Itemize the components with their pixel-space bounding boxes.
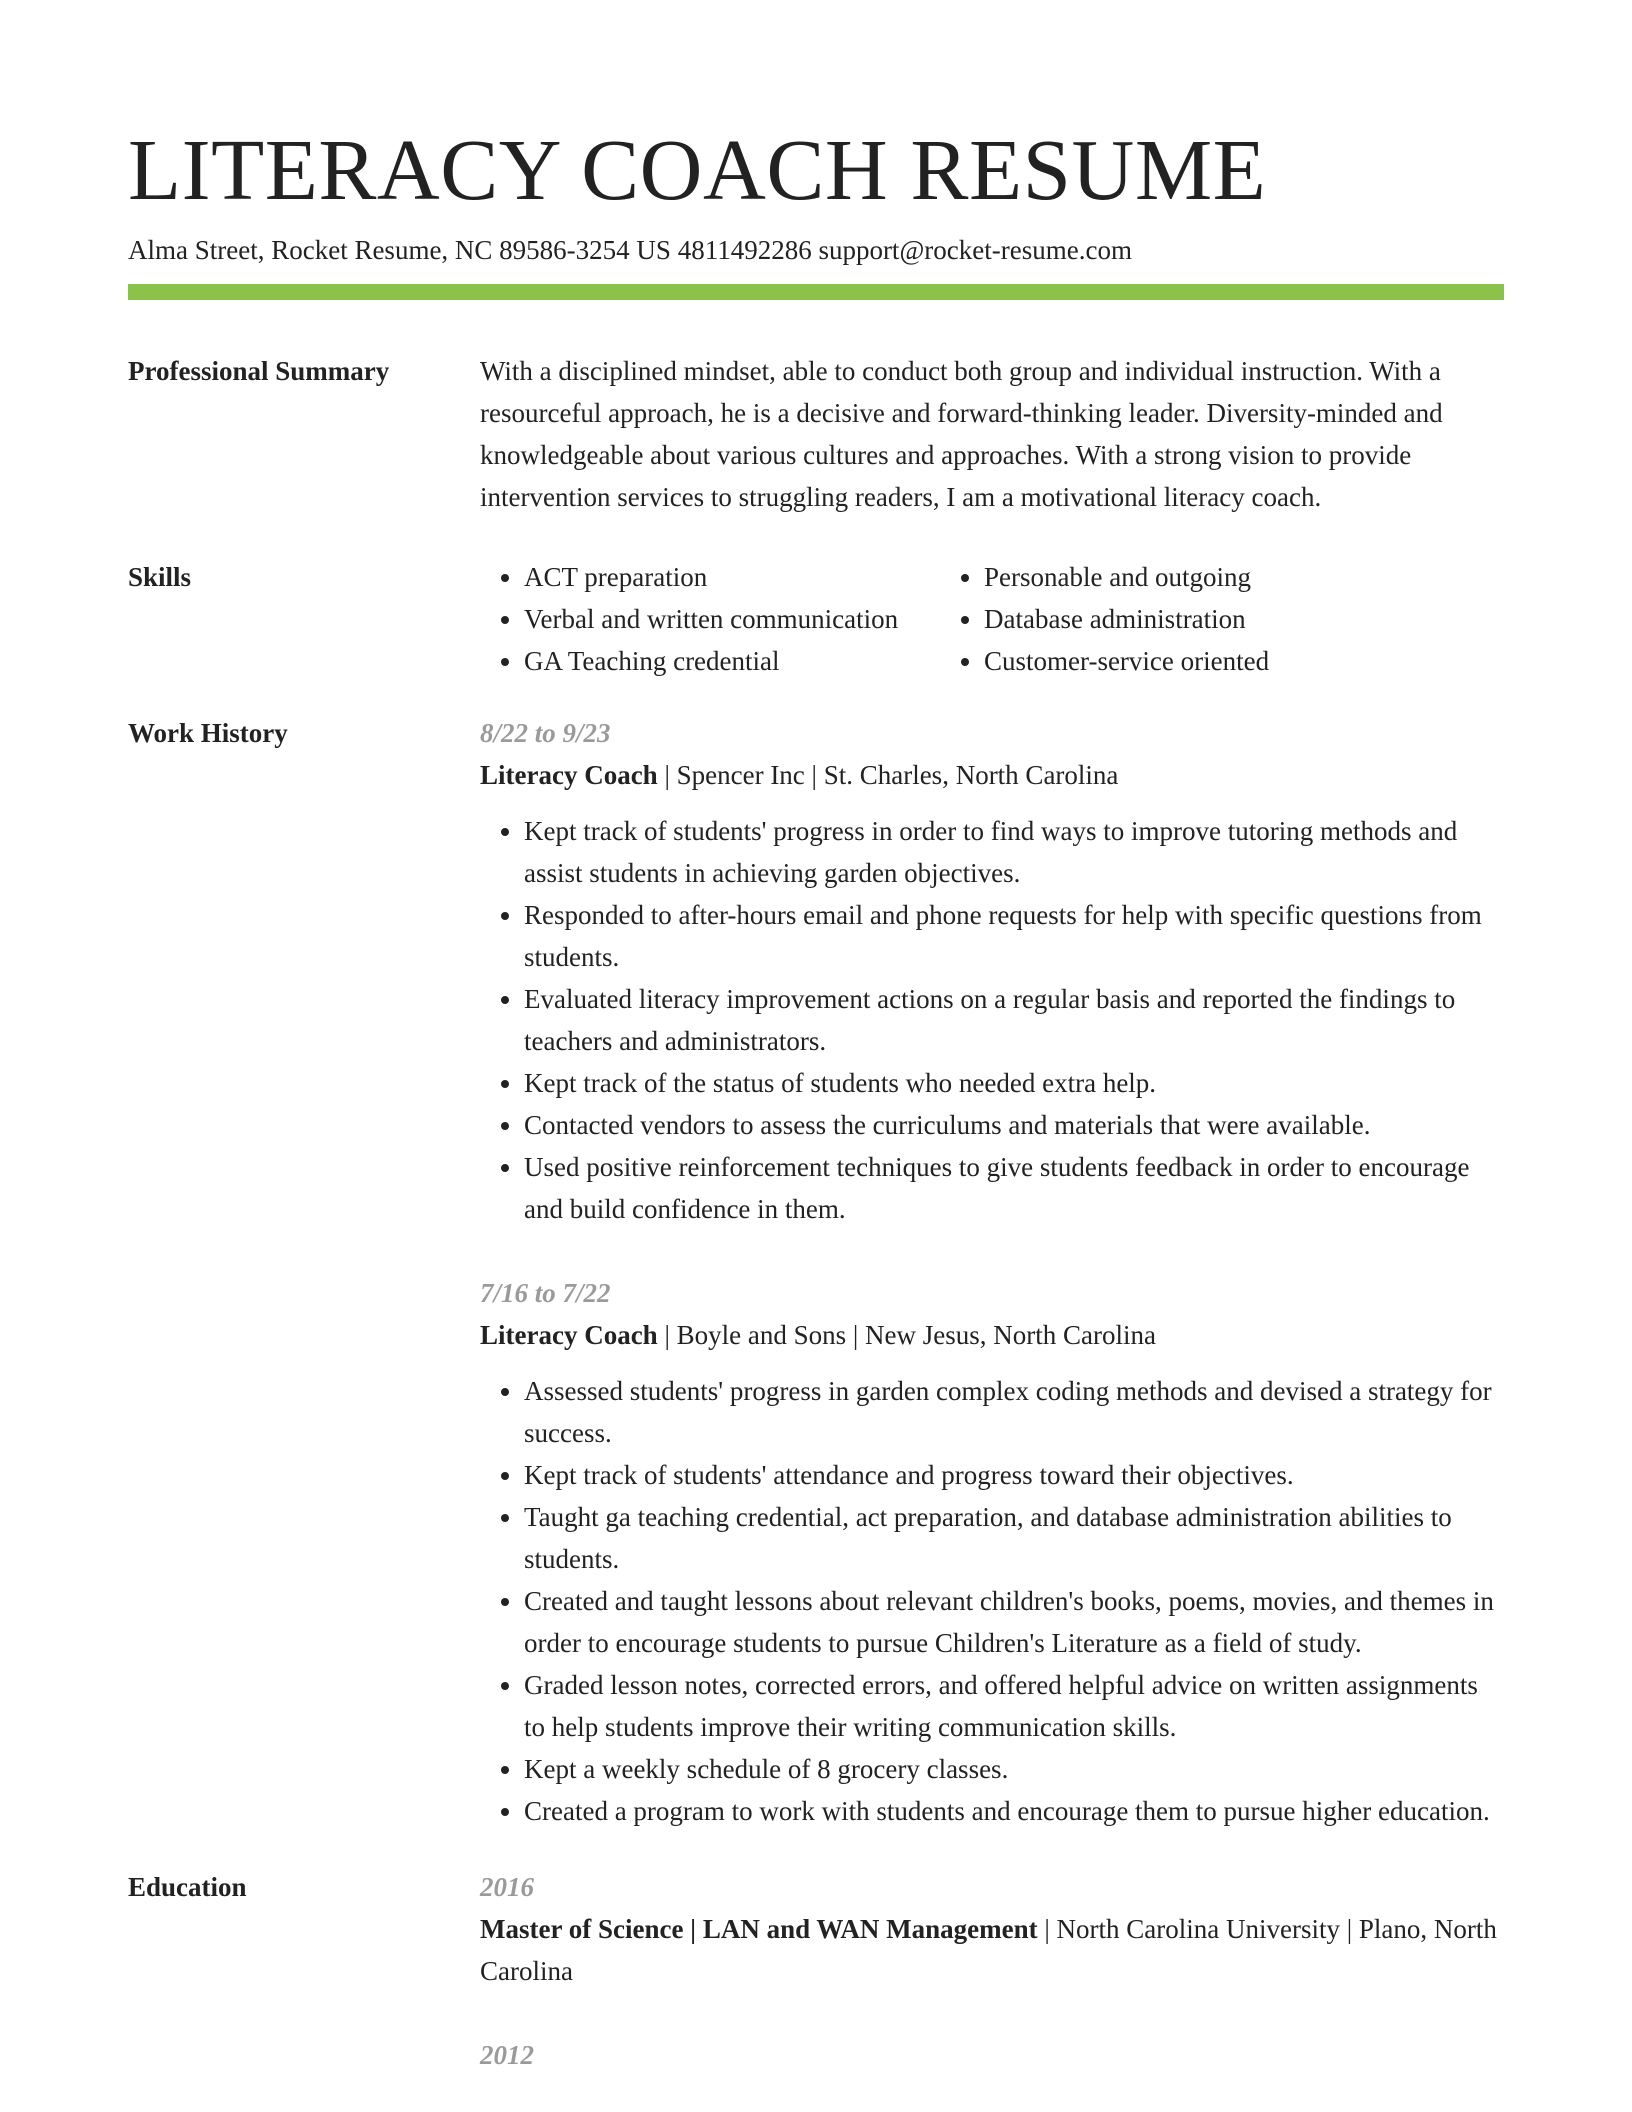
job-bullet: • Kept track of the status of students who needed extra help.: [524, 1062, 1504, 1104]
education-degree-line: [480, 1908, 1504, 1992]
education-section: [128, 1866, 1504, 2076]
job-dates: 8/22 to 9/23: [480, 718, 611, 748]
summary-section: [128, 350, 1504, 518]
job-bullet: • Responded to after-hours email and phone requests for help with specific questions from students.: [524, 894, 1504, 978]
education-year: 2012: [480, 2040, 534, 2070]
job-bullet: • Taught ga teaching credential, act preparation, and database administration abilities to students.: [524, 1496, 1504, 1580]
job-bullet: • Kept track of students' attendance and progress toward their objectives.: [524, 1454, 1504, 1496]
job-dates: 7/16 to 7/22: [480, 1278, 611, 1308]
job-employer: | Spencer Inc | St. Charles, North Carolina: [657, 760, 1119, 790]
job-bullet: • Created and taught lessons about relevant children's books, poems, movies, and themes in order to encourage students to pursue Children's Literature as a field of study.: [524, 1580, 1504, 1664]
job-title-line: [480, 754, 1504, 796]
job-bullet: • Contacted vendors to assess the curriculums and materials that were available.: [524, 1104, 1504, 1146]
job-employer: | Boyle and Sons | New Jesus, North Carolina: [657, 1320, 1156, 1350]
work-history-section: [128, 712, 1504, 1832]
summary-text: With a disciplined mindset, able to conduct both group and individual instruction. With a resourceful approach, he is a decisive and forward-thinking leader. Diversity-minded and knowledgeable about various cultures and approaches. With a strong vision to provide intervention services to struggling readers, I am a motivational literacy coach.: [480, 356, 1443, 512]
skills-list: [480, 556, 1504, 682]
job-responsibilities: [480, 810, 1504, 1230]
education-entry: [480, 2034, 1504, 2076]
skills-column-1: [480, 556, 940, 682]
job-bullet: • Used positive reinforcement techniques to give students feedback in order to encourage and build confidence in them.: [524, 1146, 1504, 1230]
resume-page: [128, 120, 1504, 2076]
job-entry: [480, 712, 1504, 1230]
job-bullet: • Kept a weekly schedule of 8 grocery classes.: [524, 1748, 1504, 1790]
education-list: [480, 1866, 1504, 2076]
job-entry: [480, 1272, 1504, 1832]
education-year: 2016: [480, 1872, 534, 1902]
skills-heading: Skills: [128, 562, 192, 592]
education-entry: [480, 1866, 1504, 1992]
skill-item: • Verbal and written communication: [524, 598, 940, 640]
job-role: Literacy Coach: [480, 1320, 658, 1350]
job-bullet: • Assessed students' progress in garden complex coding methods and devised a strategy for success.: [524, 1370, 1504, 1454]
job-bullet: • Evaluated literacy improvement actions on a regular basis and reported the findings to teachers and administrators.: [524, 978, 1504, 1062]
education-heading: Education: [128, 1872, 247, 1902]
work-history-list: [480, 712, 1504, 1832]
skill-item: • Personable and outgoing: [984, 556, 1504, 598]
education-school: | North Carolina University | Plano, North Carolina: [480, 1914, 1497, 1986]
contact-info: Alma Street, Rocket Resume, NC 89586-3254 US 4811492286 support@rocket-resume.com: [128, 235, 1132, 265]
skill-item: • Database administration: [984, 598, 1504, 640]
work-history-heading: Work History: [128, 718, 288, 748]
job-bullet: • Created a program to work with students and encourage them to pursue higher education.: [524, 1790, 1504, 1832]
job-responsibilities: [480, 1370, 1504, 1832]
job-bullet: • Graded lesson notes, corrected errors, and offered helpful advice on written assignments to help students improve their writing communication skills.: [524, 1664, 1504, 1748]
resume-title: LITERACY COACH RESUME: [128, 121, 1267, 218]
skill-item: • GA Teaching credential: [524, 640, 940, 682]
summary-heading: Professional Summary: [128, 356, 390, 386]
skills-section: [128, 556, 1504, 682]
education-degree: Master of Science | LAN and WAN Management: [480, 1914, 1038, 1944]
skill-item: • Customer-service oriented: [984, 640, 1504, 682]
skill-item: • ACT preparation: [524, 556, 940, 598]
job-bullet: • Kept track of students' progress in order to find ways to improve tutoring methods and assist students in achieving garden objectives.: [524, 810, 1504, 894]
header-divider: [128, 284, 1504, 300]
job-title-line: [480, 1314, 1504, 1356]
job-role: Literacy Coach: [480, 760, 658, 790]
skills-column-2: [940, 556, 1504, 682]
